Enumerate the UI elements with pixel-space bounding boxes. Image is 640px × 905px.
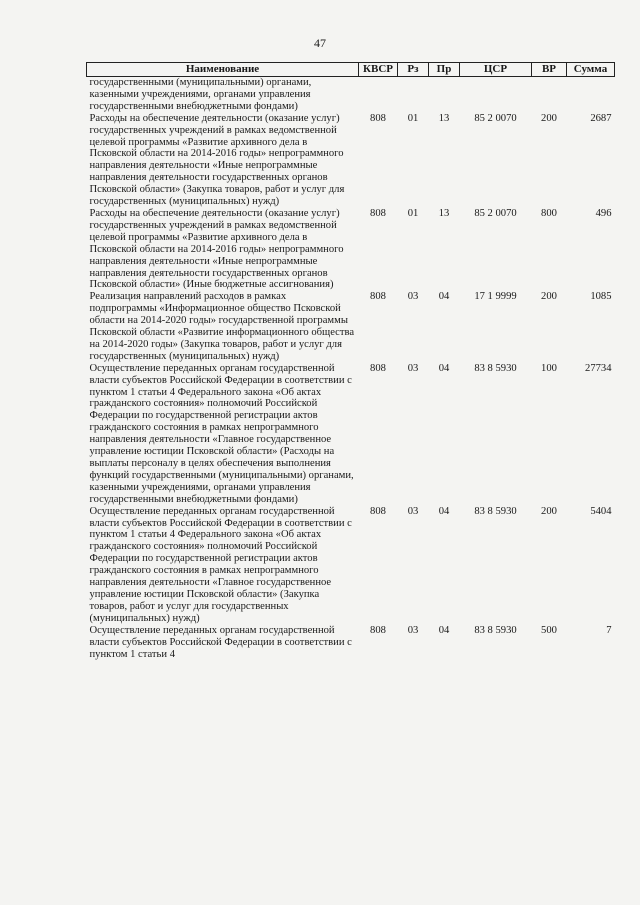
table-row: [87, 506, 615, 625]
row-vr: 500: [541, 624, 557, 636]
row-kvsr: 808: [370, 362, 386, 374]
row-pr: 13: [438, 207, 450, 219]
row-csr: 85 2 0070: [474, 207, 517, 219]
header-rz: Рз: [398, 63, 429, 77]
row-vr: 200: [541, 291, 557, 303]
row-csr: 83 8 5930: [474, 624, 517, 636]
row-sum: 27734: [585, 362, 612, 374]
row-kvsr: 808: [370, 505, 386, 517]
row-kvsr: 808: [370, 112, 386, 124]
table-row: [87, 208, 615, 291]
row-rz: 03: [407, 362, 419, 374]
table-row: [87, 291, 615, 362]
row-sum: [567, 77, 615, 113]
row-pr: 04: [438, 624, 450, 636]
row-rz: 03: [407, 291, 419, 303]
budget-table: [86, 62, 615, 660]
row-kvsr: 808: [370, 291, 386, 303]
row-kvsr: 808: [370, 624, 386, 636]
table-row: [87, 363, 615, 506]
row-vr: [532, 77, 567, 113]
row-sum: 5404: [590, 505, 612, 517]
row-name: Осуществление переданных органам государственной власти субъектов Российской Федерации в соответствии с пунктом 1 статьи 4 Федерального закона «Об актах гражданского состояния» полномочий Российской Федерации по государственной регистрации актов гражданского состояния в рамках непрограммного направления деятельности «Главное государственное управление юстиции Псковской области» (Закупка товаров, работ и услуг для государственных (муниципальных) нужд): [89, 505, 352, 624]
table-header-row: [87, 63, 615, 77]
row-rz: 01: [407, 207, 419, 219]
row-csr: 83 8 5930: [474, 362, 517, 374]
row-rz: 01: [407, 112, 419, 124]
row-name: государственными (муниципальными) органами, казенными учреждениями, органами управления государственными внебюджетными фондами): [89, 77, 312, 112]
row-kvsr: 808: [370, 207, 386, 219]
table-row: [87, 77, 615, 113]
table-row: [87, 625, 615, 661]
row-pr: [429, 77, 460, 113]
row-name: Расходы на обеспечение деятельности (оказание услуг) государственных учреждений в рамках ведомственной целевой программы «Развитие архивного дела в Псковской области на 2014-2016 годы» непрограммного направления деятельности «Иные непрограммные направления деятельности государственных органов Псковской области» (Закупка товаров, работ и услуг для государственных (муниципальных) нужд): [89, 112, 345, 208]
row-sum: 2687: [590, 112, 612, 124]
row-vr: 800: [541, 207, 557, 219]
header-sum: Сумма: [567, 63, 615, 77]
row-rz: 03: [407, 624, 419, 636]
row-kvsr: [359, 77, 398, 113]
row-vr: 200: [541, 505, 557, 517]
header-csr: ЦСР: [460, 63, 532, 77]
row-pr: 04: [438, 505, 450, 517]
row-pr: 04: [438, 362, 450, 374]
row-rz: [398, 77, 429, 113]
header-vr: ВР: [532, 63, 567, 77]
row-csr: 83 8 5930: [474, 505, 517, 517]
table-row: [87, 113, 615, 208]
header-name: Наименование: [87, 63, 359, 77]
row-rz: 03: [407, 505, 419, 517]
header-pr: Пр: [429, 63, 460, 77]
row-name: Расходы на обеспечение деятельности (оказание услуг) государственных учреждений в рамках ведомственной целевой программы «Развитие архивного дела в Псковской области на 2014-2016 годы» непрограммного направления деятельности «Иные непрограммные направления деятельности государственных органов Псковской области» (Иные бюджетные ассигнования): [89, 207, 344, 291]
row-sum: 496: [595, 207, 612, 219]
header-kvsr: КВСР: [359, 63, 398, 77]
row-csr: [460, 77, 532, 113]
row-name: Осуществление переданных органам государственной власти субъектов Российской Федерации в соответствии с пунктом 1 статьи 4 Федерального закона «Об актах гражданского состояния» полномочий Российской Федерации по государственной регистрации актов гражданского состояния в рамках непрограммного направления деятельности «Главное государственное управление юстиции Псковской области» (Расходы на выплаты персоналу в целях обеспечения выполнения функций государственными (муниципальными) органами, казенными учреждениями, органами управления государственными внебюджетными фондами): [89, 362, 354, 505]
row-name: Реализация направлений расходов в рамках подпрограммы «Информационное общество Псковской области на 2014-2020 годы» государственной программы Псковской области «Развитие информационного общества на 2014-2020 годы» (Закупка товаров, работ и услуг для государственных (муниципальных) нужд): [89, 291, 355, 362]
row-csr: 17 1 9999: [474, 291, 517, 303]
row-sum: 7: [606, 624, 612, 636]
row-name: Осуществление переданных органам государственной власти субъектов Российской Федерации в соответствии с пунктом 1 статьи 4: [89, 624, 352, 660]
row-vr: 100: [541, 362, 557, 374]
page-number: 47: [314, 36, 326, 50]
row-csr: 85 2 0070: [474, 112, 517, 124]
row-vr: 200: [541, 112, 557, 124]
row-pr: 04: [438, 291, 450, 303]
row-sum: 1085: [590, 291, 612, 303]
row-pr: 13: [438, 112, 450, 124]
